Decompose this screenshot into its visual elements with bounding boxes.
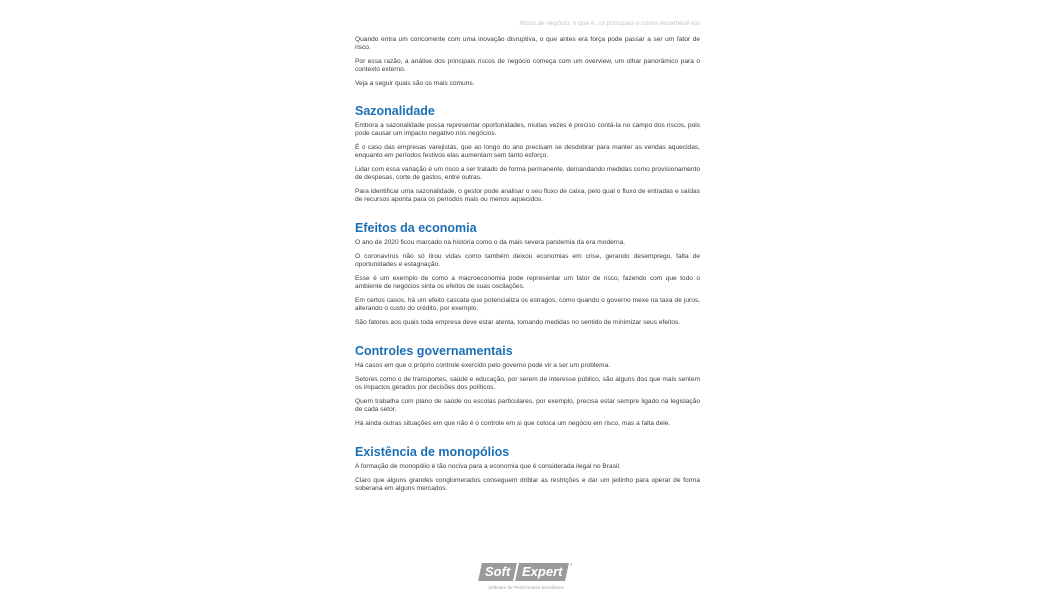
logo-expert-block	[516, 563, 570, 581]
logo-soft-block	[478, 563, 517, 581]
logo-tagline: Software for Performance Excellence	[488, 585, 564, 590]
section-paragraph: Em certos casos, há um efeito cascata que potencializa os estragos, como quando o governo mexe na taxa de juros, alterando o custo do crédito, por exemplo.	[355, 297, 700, 312]
intro-paragraph: Quando entra um concorrente com uma inovação disruptiva, o que antes era força pode passar a ser um fator de risco.	[355, 36, 700, 51]
logo-soft-text: Soft	[485, 564, 511, 579]
section-paragraph: O coronavírus não só tirou vidas como também deixou economias em crise, gerando desemprego, falta de oportunidades e estagnação.	[355, 253, 700, 268]
section-paragraph: Embora a sazonalidade possa representar oportunidades, muitas vezes é preciso contá-la no campo dos riscos, pois pode causar um impacto negativo nos negócios.	[355, 122, 700, 137]
section-paragraph: Há ainda outras situações em que não é o controle em si que coloca um negócio em risco, mas a falta dele.	[355, 420, 671, 427]
softexpert-logo	[470, 562, 582, 582]
registered-mark: ®	[569, 562, 573, 567]
intro-paragraph: Veja a seguir quais são os mais comuns.	[355, 80, 475, 87]
section-heading-efeitos-da-economia: Efeitos da economia	[355, 221, 477, 235]
section-paragraph: Claro que alguns grandes conglomerados conseguem driblar as restrições e dar um jeitinho para operar de forma soberana em alguns mercados.	[355, 477, 700, 492]
section-heading-sazonalidade: Sazonalidade	[355, 104, 435, 118]
footer-logo	[470, 562, 582, 594]
logo-expert-text: Expert	[522, 564, 563, 579]
section-heading-controles-governamentais: Controles governamentais	[355, 344, 513, 358]
section-paragraph: Para identificar uma sazonalidade, o gestor pode analisar o seu fluxo de caixa, pelo qual o fluxo de entradas e saídas de recursos aponta para os períodos mais ou menos aquecidos.	[355, 188, 700, 203]
section-paragraph: É o caso das empresas varejistas, que ao longo do ano precisam se desdobrar para manter as vendas aquecidas, enquanto em períodos festivos elas aumentam sem tanto esforço.	[355, 144, 700, 159]
section-paragraph: O ano de 2020 ficou marcado na história como o da mais severa pandemia da era moderna.	[355, 239, 626, 246]
section-heading-existencia-de-monopolios: Existência de monopólios	[355, 445, 510, 459]
running-header: Risco de negócio: o que é, os principais e como reconhecê-los	[519, 20, 700, 27]
article-body	[355, 36, 700, 499]
intro-paragraph: Por essa razão, a análise dos principais riscos de negócio começa com um overview, um olhar panorâmico para o contexto externo.	[355, 58, 700, 73]
section-paragraph: Esse é um exemplo de como a macroeconomia pode representar um fator de risco, fazendo com que todo o ambiente de negócios sinta os efeitos de suas oscilações.	[355, 275, 700, 290]
section-paragraph: Quem trabalha com plano de saúde ou escolas particulares, por exemplo, precisa estar sempre ligado na legislação de cada setor.	[355, 398, 700, 413]
section-paragraph: A formação de monopólio é tão nociva para a economia que é considerada ilegal no Brasil.	[355, 463, 621, 470]
section-paragraph: Lidar com essa variação é um risco a ser tratado de forma permanente, demandando medidas como provisionamento de despesas, corte de gastos, entre outras.	[355, 166, 700, 181]
section-paragraph: São fatores aos quais toda empresa deve estar atenta, tomando medidas no sentido de minimizar seus efeitos.	[355, 319, 681, 326]
section-paragraph: Há casos em que o próprio controle exercido pelo governo pode vir a ser um problema.	[355, 362, 611, 369]
section-paragraph: Setores como o de transportes, saúde e educação, por serem de interesse público, são alguns dos que mais sentem os impactos gerados por decisões dos políticos.	[355, 376, 700, 391]
